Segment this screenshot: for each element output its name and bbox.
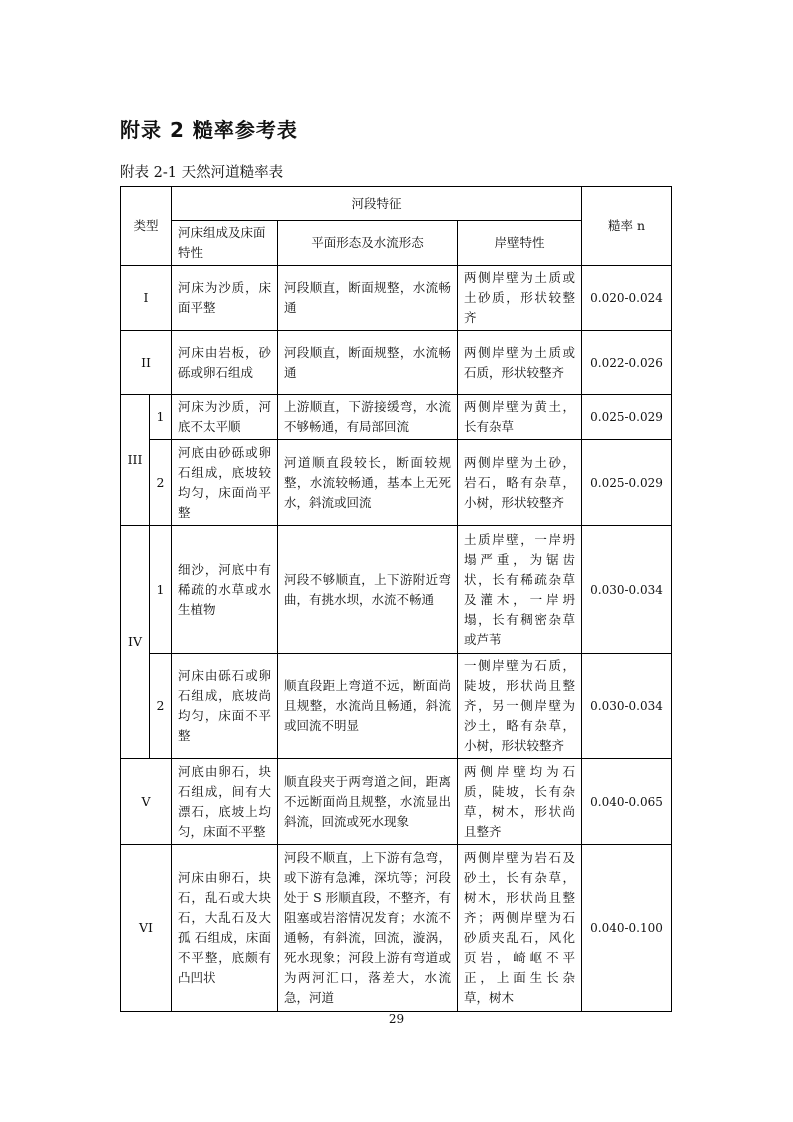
table-row: [121, 440, 672, 526]
type-cell: III: [121, 395, 150, 526]
roughness-cell: 0.040-0.100: [582, 845, 672, 1012]
type-cell: II: [121, 331, 172, 395]
bed-cell: 河床由砾石或卵石组成，底坡尚均匀，床面不平整: [172, 654, 278, 759]
bank-cell: 两侧岸壁为岩石及砂土，长有杂草，树木，形状尚且整齐；两侧岸壁为石砂质夹乱石，风化页岩，崎岖不平正，上面生长杂草，树木: [458, 845, 582, 1012]
header-type: 类型: [121, 187, 172, 266]
roughness-cell: 0.030-0.034: [582, 526, 672, 654]
table-row: [121, 845, 672, 1012]
bed-cell: 河床为沙质，河底不太平顺: [172, 395, 278, 440]
type-cell: V: [121, 759, 172, 845]
bed-cell: 河床由岩板，砂砾或卵石组成: [172, 331, 278, 395]
plan-cell: 河段不够顺直，上下游附近弯曲，有挑水坝，水流不畅通: [278, 526, 458, 654]
appendix-heading: 附录 2 糙率参考表: [120, 118, 298, 142]
roughness-cell: 0.040-0.065: [582, 759, 672, 845]
plan-cell: 河段不顺直，上下游有急弯，或下游有急滩，深坑等；河段处于 S 形顺直段，不整齐，有阻塞或岩溶情况发育；水流不通畅，有斜流，回流，漩涡，死水现象；河段上游有弯道或为两河汇口，落差大，水流急，河道: [278, 845, 458, 1012]
header-row: [121, 187, 672, 221]
bed-cell: 河底由砂砾或卵石组成，底坡较均匀，床面尚平整: [172, 440, 278, 526]
bank-cell: 一侧岸壁为石质，陡坡，形状尚且整齐，另一侧岸壁为沙土，略有杂草，小树，形状较整齐: [458, 654, 582, 759]
table-row: [121, 759, 672, 845]
header-plan: 平面形态及水流形态: [278, 221, 458, 266]
subtype-cell: 2: [150, 440, 172, 526]
table-row: [121, 526, 672, 654]
header-roughness: 糙率 n: [582, 187, 672, 266]
bank-cell: 两侧岸壁为黄土，长有杂草: [458, 395, 582, 440]
plan-cell: 河段顺直，断面规整，水流畅通: [278, 331, 458, 395]
table-row: [121, 266, 672, 331]
subtype-cell: 2: [150, 654, 172, 759]
plan-cell: 上游顺直，下游接缓弯，水流不够畅通，有局部回流: [278, 395, 458, 440]
subtype-cell: 1: [150, 395, 172, 440]
bank-cell: 两侧岸壁为土质或石质，形状较整齐: [458, 331, 582, 395]
roughness-cell: 0.025-0.029: [582, 395, 672, 440]
bed-cell: 河床由卵石，块石，乱石或大块石，大乱石及大孤 石组成，床面不平整，底颇有凸凹状: [172, 845, 278, 1012]
bed-cell: 河床为沙质，床面平整: [172, 266, 278, 331]
subtype-cell: 1: [150, 526, 172, 654]
roughness-table: [120, 186, 672, 1012]
plan-cell: 顺直段距上弯道不远，断面尚且规整，水流尚且畅通，斜流或回流不明显: [278, 654, 458, 759]
bank-cell: 土质岸壁，一岸坍塌严重，为锯齿状，长有稀疏杂草及灌木，一岸坍塌，长有稠密杂草或芦苇: [458, 526, 582, 654]
header-bed: 河床组成及床面特性: [172, 221, 278, 266]
roughness-cell: 0.030-0.034: [582, 654, 672, 759]
table-row: [121, 654, 672, 759]
bed-cell: 细沙，河底中有稀疏的水草或水生植物: [172, 526, 278, 654]
bank-cell: 两侧岸壁为土质或土砂质，形状较整齐: [458, 266, 582, 331]
plan-cell: 顺直段夹于两弯道之间，距离不远断面尚且规整，水流显出斜流，回流或死水现象: [278, 759, 458, 845]
table-row: [121, 395, 672, 440]
bank-cell: 两侧岸壁均为石质，陡坡，长有杂草，树木，形状尚且整齐: [458, 759, 582, 845]
header-bank: 岸壁特性: [458, 221, 582, 266]
type-cell: IV: [121, 526, 150, 759]
header-group: 河段特征: [172, 187, 582, 221]
table-row: [121, 331, 672, 395]
type-cell: VI: [121, 845, 172, 1012]
plan-cell: 河段顺直，断面规整，水流畅通: [278, 266, 458, 331]
bank-cell: 两侧岸壁为土砂，岩石，略有杂草，小树，形状较整齐: [458, 440, 582, 526]
roughness-cell: 0.022-0.026: [582, 331, 672, 395]
table-caption: 附表 2-1 天然河道糙率表: [120, 165, 284, 181]
roughness-cell: 0.020-0.024: [582, 266, 672, 331]
plan-cell: 河道顺直段较长，断面较规整，水流较畅通，基本上无死水，斜流或回流: [278, 440, 458, 526]
roughness-cell: 0.025-0.029: [582, 440, 672, 526]
page-number: 29: [388, 1012, 405, 1026]
type-cell: I: [121, 266, 172, 331]
bed-cell: 河底由卵石，块石组成，间有大漂石，底坡上均匀，床面不平整: [172, 759, 278, 845]
